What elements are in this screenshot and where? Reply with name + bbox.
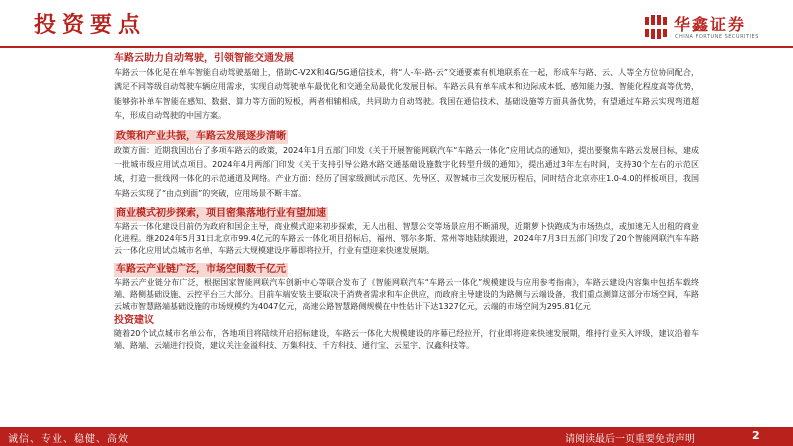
section-text-business-model: 车路云一体化建设目前仍为政府和国企主导，商业模式迎来初步探索，无人出租、智慧公交等场景应用不断涌现，近期萝卜快跑成为市场热点，或加速无人出租的商业化进程。继2024年5月31日北京市99.4亿元的车路云一体化项目招标后，福州、鄂尔多斯、常州等地陆续跟进，2024年7月3日五部门印发了20个智能网联汽车车路云一体化应用试点城市名单，车路云大规模建设序幕即将拉开，行业有望迎来快速发展期。	[114, 222, 699, 256]
company-logo	[644, 10, 764, 44]
section-text-autonomous-driving: 车路云一体化是在单车智能自动驾驶基础上，借助C-V2X和4G/5G通信技术，将“人-车-路-云”交通要素有机地联系在一起，形成车与路、云、人等全方位协同配合，满足不同等级自动驾驶车辆应用需求，实现自动驾驶单车最优化和交通全局最优化发展目标。车路云具有单车成本和边际成本低、感知能力强、智能化程度高等优势，能够弥补单车智能在感知、数据、算力等方面的短板，两者相辅相成，共同助力自动驾驶。我国在通信技术、基础设施等方面具备优势，有望通过车路云实现弯道超车，形成自动驾驶的中国方案。	[114, 68, 699, 121]
section-text-industry-chain: 车路云产业链分布广泛，根据国家智能网联汽车创新中心等联合发布了《智能网联汽车“车路云一体化”规模建设与应用参考指南》，车路云建设内容集中包括车载终端、路侧基础设施、云控平台三大部分。目前车端安装主要取决于消费者需求和车企供应，而政府主导建设的为路侧与云端设备，我们重点测算这部分市场空间，车路云城市智慧路端基础设施的市场规模约为4047亿元，高速公路智慧路侧规模在中性估计下达1327亿元，云端的市场空间为295.81亿元	[114, 278, 699, 312]
footer-bar	[0, 427, 793, 446]
footer-disclaimer: 请阅读最后一页重要免责声明	[565, 434, 695, 445]
section-heading-investment-advice: 投资建议	[114, 315, 154, 327]
header-divider	[0, 46, 793, 48]
huaxin-logo-icon	[644, 14, 668, 40]
main-content	[114, 52, 699, 352]
section-text-investment-advice: 随着20个试点城市名单公布，各地项目将陆续开启招标建设，车路云一体化大规模建设的序幕已经拉开，行业即将迎来快速发展期，维持行业买入评级，建议沿着车端、路端、云端进行投资，建议关注金溢科技、万集科技、千方科技、通行宝、云星宇、汉鑫科技等。	[114, 329, 699, 351]
footer-slogan: 诚信、专业、稳健、高效	[8, 434, 129, 445]
page-number: 2	[752, 429, 760, 442]
logo-chinese-name: 华鑫证券	[674, 15, 747, 34]
logo-english-name: CHINA FORTUNE SECURITIES	[675, 34, 759, 40]
section-heading-autonomous-driving: 车路云助力自动驾驶，引领智能交通发展	[114, 53, 294, 64]
section-heading-policy-industry: 政策和产业共振，车路云发展逐步清晰	[116, 130, 286, 142]
section-heading-business-model: 商业模式初步探索，项目密集落地行业有望加速	[116, 208, 326, 220]
page-title: 投资要点	[34, 13, 147, 38]
section-text-policy-industry: 政策方面：近期我国出台了多项车路云的政策，2024年1月五部门印发《关于开展智能网联汽车“车路云一体化”应用试点的通知》，提出要聚焦车路云发展目标，建成一批城市级应用试点项目。2024年4月两部门印发《关于支持引导公路水路交通基础设施数字化转型升级的通知》，提出通过3年左右时间，支持30个左右的示范区域，打造一批线网一体化的示范通道及网络。产业方面：经历了国家级测试示范区、先导区、双智城市三次发展历程后，同时结合北京亦庄1.0-4.0的样板项目，我国车路云实现了“由点到面”的突破，应用场景不断丰富。	[114, 145, 699, 198]
section-heading-industry-chain: 车路云产业链广泛，市场空间数千亿元	[116, 264, 286, 276]
